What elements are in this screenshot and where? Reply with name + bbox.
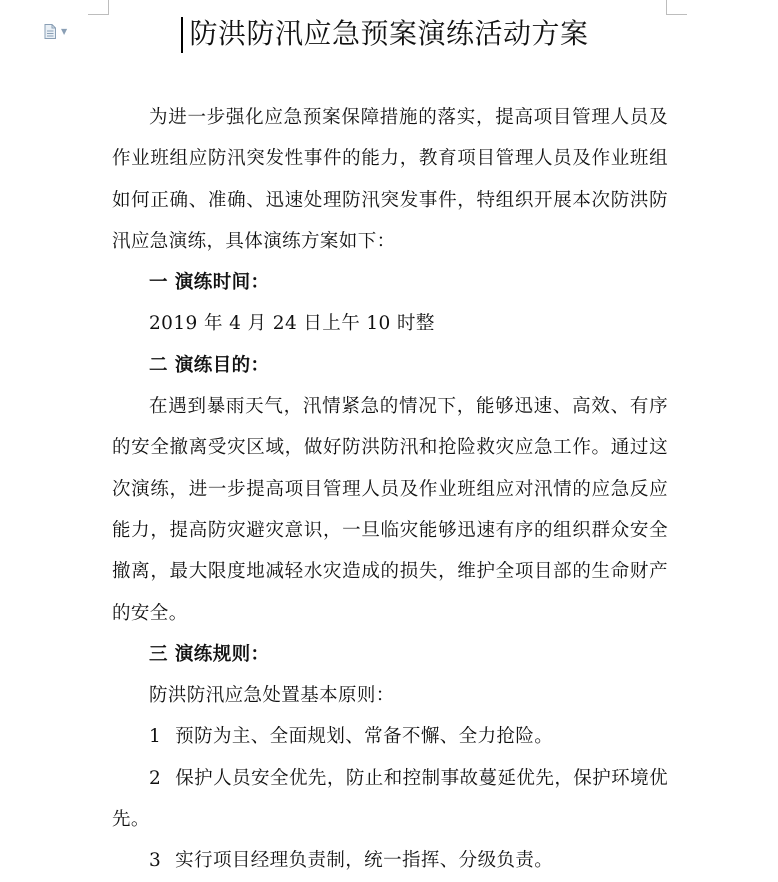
section-heading-text-2: 演练目的：	[174, 354, 270, 376]
principle-text: 预防为主、全面规划、常备不懈、全力抢险。	[175, 726, 554, 748]
section-heading-3	[112, 634, 668, 675]
section-number-2: 二	[149, 354, 168, 376]
section-heading-text-3: 演练规则：	[174, 643, 270, 665]
chevron-down-icon[interactable]: ▼	[61, 27, 68, 36]
principle-text: 保护人员安全优先，防止和控制事故蔓延优先，保护环境优先。	[112, 767, 668, 831]
principle-number: 2	[149, 767, 162, 789]
principle-text: 实行项目经理负责制，统一指挥、分级负责。	[175, 850, 554, 872]
drill-time-text: 2019 年 4 月 24 日上午 10 时整	[149, 313, 435, 335]
principle-number: 3	[149, 850, 162, 872]
principle-item	[112, 840, 668, 881]
document-body[interactable]	[112, 97, 668, 882]
principle-number: 1	[149, 726, 162, 748]
principles-intro: 防洪防汛应急处置基本原则：	[149, 685, 395, 707]
section-heading-2	[112, 345, 668, 386]
principle-item	[112, 758, 668, 841]
section-heading-1	[112, 262, 668, 303]
intro-paragraph: 为进一步强化应急预案保障措施的落实，提高项目管理人员及作业班组应防汛突发性事件的能力，教育项目管理人员及作业班组如何正确、准确、迅速处理防汛突发事件，特组织开展本次防洪防汛应急演练，具体演练方案如下：	[112, 107, 668, 252]
section-number-1: 一	[149, 272, 168, 294]
drill-purpose-paragraph: 在遇到暴雨天气，汛情紧急的情况下，能够迅速、高效、有序的安全撤离受灾区域，做好防洪防汛和抢险救灾应急工作。通过这次演练，进一步提高项目管理人员及作业班组应对汛情的应急反应能力，提高防灾避灾意识，一旦临灾能够迅速有序的组织群众安全撤离，最大限度地减轻水灾造成的损失，维护全项目部的生命财产的安全。	[112, 396, 668, 624]
section-number-3: 三	[149, 643, 168, 665]
document-title: 防洪防汛应急预案演练活动方案	[189, 17, 589, 50]
principle-item	[112, 716, 668, 757]
section-heading-text-1: 演练时间：	[174, 272, 270, 294]
